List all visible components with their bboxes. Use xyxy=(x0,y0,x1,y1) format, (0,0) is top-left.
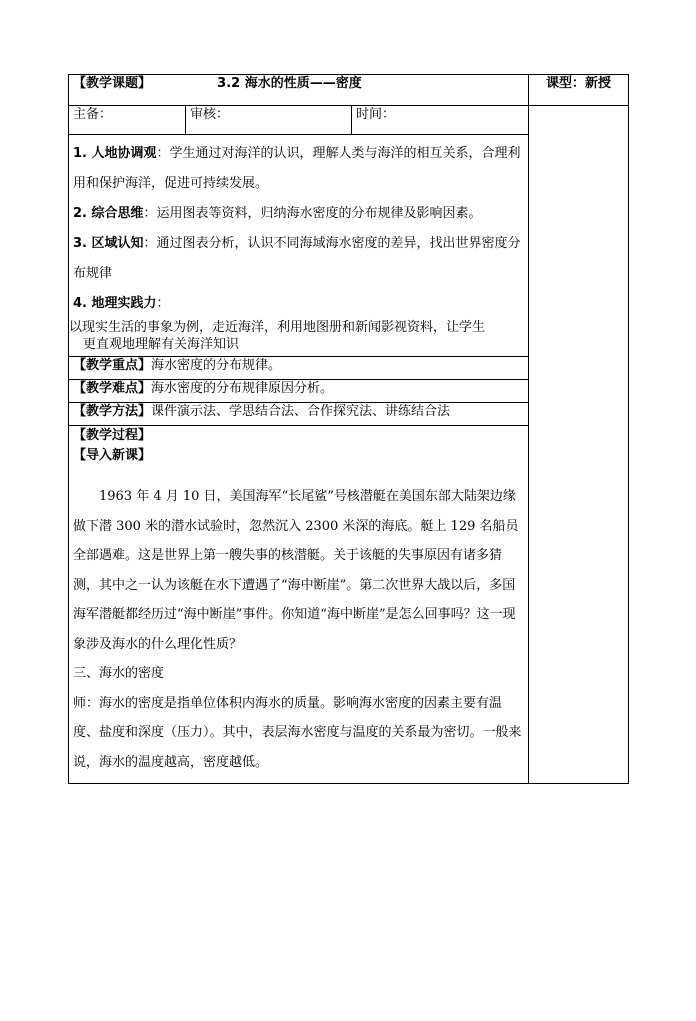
lesson-type-cell xyxy=(529,75,629,106)
goal-1 xyxy=(73,139,524,199)
topic-cell xyxy=(69,75,529,106)
goal-4-continuation-1: 以现实生活的事象为例，走近海洋，利用地图册和新闻影视资料，让学生 xyxy=(69,320,486,335)
topic-label: 【教学课题】 xyxy=(73,76,152,91)
goal-3-label: 3. 区域认知 xyxy=(73,236,144,251)
goal-4 xyxy=(73,289,524,319)
reviewer-label: 审核： xyxy=(190,107,230,122)
difficulty-text: 海水密度的分布规律原因分析。 xyxy=(151,381,334,396)
time-cell xyxy=(352,106,529,135)
section-title: 三、海水的密度 xyxy=(73,666,165,681)
goal-1-label: 1. 人地协调观 xyxy=(73,146,157,161)
time-label: 时间： xyxy=(356,107,396,122)
goal-3-text: ：通过图表分析，认识不同海域海水密度的差异，找出世界密度分布规律 xyxy=(73,236,521,281)
key-point-cell xyxy=(69,357,529,380)
lesson-type: 课型：新授 xyxy=(546,76,612,91)
goal-2-label: 2. 综合思维 xyxy=(73,206,144,221)
process-label: 【教学过程】 xyxy=(73,428,152,443)
goal-2-text: ：运用图表等资料，归纳海水密度的分布规律及影响因素。 xyxy=(143,206,482,221)
goal-4-text: ： xyxy=(156,296,170,311)
preparer-label: 主备： xyxy=(73,107,113,122)
difficulty-cell xyxy=(69,380,529,403)
reviewer-cell xyxy=(186,106,352,135)
goal-4-label: 4. 地理实践力 xyxy=(73,296,157,311)
methods-cell xyxy=(69,403,529,426)
goals-cell xyxy=(69,135,529,357)
process-cell xyxy=(69,426,529,784)
topic-title: 3.2 海水的性质——密度 xyxy=(217,76,362,91)
lesson-plan-table xyxy=(68,74,629,784)
goal-1-text: ：学生通过对海洋的认识，理解人类与海洋的相互关系，合理利用和保护海洋，促进可持续发展。 xyxy=(73,146,521,191)
goal-3 xyxy=(73,229,524,289)
intro-paragraph: 1963 年 4 月 10 日，美国海军“长尾鲨”号核潜艇在美国东部大陆架边缘做下潜 300 米的潜水试验时，忽然沉入 2300 米深的海底。艇上 129 名船员全部遇难。这是世界上第一艘失事的核潜艇。关于该艇的失事原因有诸多猜测，其中之一认为该艇在水下遭遇了“海中断崖”。第二次世界大战以后，多国海军潜艇都经历过“海中断崖”事件。你知道“海中断崖”是怎么回事吗？这一现象涉及海水的什么理化性质？ xyxy=(73,489,519,652)
methods-label: 【教学方法】 xyxy=(73,404,152,419)
title-row xyxy=(69,75,629,106)
difficulty-label: 【教学难点】 xyxy=(73,381,152,396)
goal-2 xyxy=(73,199,524,229)
meta-row xyxy=(69,106,629,135)
key-point-text: 海水密度的分布规律。 xyxy=(151,358,282,373)
key-point-label: 【教学重点】 xyxy=(73,358,152,373)
goal-4-continuation-2: 更直观地理解有关海洋知识 xyxy=(83,337,240,352)
teacher-paragraph: 师：海水的密度是指单位体积内海水的质量。影响海水密度的因素主要有温度、盐度和深度（压力）。其中，表层海水密度与温度的关系最为密切。一般来说，海水的温度越高，密度越低。 xyxy=(73,695,522,770)
methods-text: 课件演示法、学思结合法、合作探究法、讲练结合法 xyxy=(151,404,451,419)
side-column xyxy=(529,106,629,784)
preparer-cell xyxy=(69,106,186,135)
intro-label: 【导入新课】 xyxy=(73,448,152,463)
